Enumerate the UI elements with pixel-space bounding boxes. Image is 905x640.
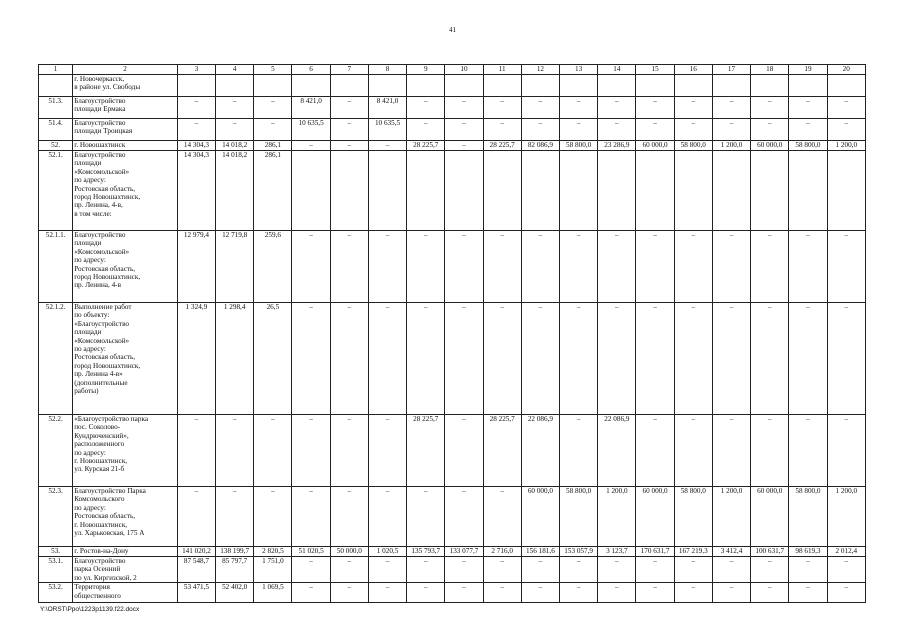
- table-cell: 259,6: [254, 231, 292, 303]
- table-cell: –: [254, 487, 292, 547]
- table-row: [39, 547, 866, 557]
- table-cell: 98 619,3: [789, 547, 827, 557]
- table-cell: 1 298,4: [216, 303, 254, 415]
- table-cell: –: [789, 231, 827, 303]
- row-name: Выполнение работ по объекту: «Благоустройство площади «Комсомольской» по адресу: Ростовская область, город Новошахтинск, пр. Ленина 4-в» (дополнительные работы): [73, 303, 178, 415]
- table-cell: [712, 151, 750, 231]
- table-cell: 1 200,0: [712, 141, 750, 151]
- table-cell: 286,1: [254, 151, 292, 231]
- column-header-4: 4: [216, 65, 254, 75]
- table-cell: 51 020,5: [292, 547, 330, 557]
- column-header-13: 13: [560, 65, 598, 75]
- table-cell: 52 402,0: [216, 583, 254, 603]
- table-cell: 2 820,5: [254, 547, 292, 557]
- table-cell: 60 000,0: [521, 487, 559, 547]
- row-number: 52.: [39, 141, 73, 151]
- table-cell: –: [445, 557, 483, 583]
- table-cell: 50 000,0: [330, 547, 368, 557]
- table-cell: –: [292, 141, 330, 151]
- table-cell: –: [445, 415, 483, 487]
- table-cell: –: [445, 487, 483, 547]
- column-header-12: 12: [521, 65, 559, 75]
- table-cell: –: [445, 119, 483, 141]
- table-cell: [674, 75, 712, 97]
- table-cell: –: [407, 119, 445, 141]
- table-row: [39, 141, 866, 151]
- table-cell: –: [521, 119, 559, 141]
- table-cell: –: [368, 231, 406, 303]
- table-cell: –: [407, 583, 445, 603]
- table-cell: 58 800,0: [560, 487, 598, 547]
- table-cell: –: [712, 97, 750, 119]
- table-cell: 60 000,0: [636, 487, 674, 547]
- row-number: 52.1.2.: [39, 303, 73, 415]
- table-cell: –: [292, 415, 330, 487]
- column-header-7: 7: [330, 65, 368, 75]
- table-cell: 2 012,4: [827, 547, 865, 557]
- table-cell: 58 800,0: [674, 141, 712, 151]
- table-cell: –: [330, 583, 368, 603]
- table-cell: –: [674, 231, 712, 303]
- table-cell: –: [751, 231, 789, 303]
- table-cell: –: [827, 583, 865, 603]
- row-number: 52.1.1.: [39, 231, 73, 303]
- table-cell: –: [483, 303, 521, 415]
- row-number: 52.2.: [39, 415, 73, 487]
- table-cell: –: [407, 231, 445, 303]
- table-cell: 10 635,5: [368, 119, 406, 141]
- table-cell: 60 000,0: [751, 487, 789, 547]
- table-cell: –: [445, 141, 483, 151]
- table-cell: –: [407, 487, 445, 547]
- table-cell: [330, 75, 368, 97]
- table-cell: –: [712, 415, 750, 487]
- table-cell: [483, 75, 521, 97]
- table-cell: [521, 75, 559, 97]
- table-cell: –: [751, 557, 789, 583]
- table-cell: [292, 151, 330, 231]
- table-row: [39, 415, 866, 487]
- table-cell: –: [789, 583, 827, 603]
- table-cell: 1 069,5: [254, 583, 292, 603]
- table-cell: [407, 151, 445, 231]
- table-cell: –: [368, 487, 406, 547]
- table-cell: 14 018,2: [216, 141, 254, 151]
- table-cell: –: [598, 303, 636, 415]
- table-cell: –: [407, 557, 445, 583]
- row-number: 51.4.: [39, 119, 73, 141]
- table-cell: –: [368, 557, 406, 583]
- table-cell: 23 286,9: [598, 141, 636, 151]
- table-cell: 82 086,9: [521, 141, 559, 151]
- row-number: 51.3.: [39, 97, 73, 119]
- table-cell: 14 304,3: [177, 141, 215, 151]
- table-cell: –: [827, 415, 865, 487]
- table-cell: 28 225,7: [483, 141, 521, 151]
- table-cell: [483, 151, 521, 231]
- table-cell: 1 020,5: [368, 547, 406, 557]
- table-cell: –: [674, 119, 712, 141]
- table-cell: –: [751, 97, 789, 119]
- table-cell: [292, 75, 330, 97]
- table-cell: –: [598, 583, 636, 603]
- table-cell: 138 199,7: [216, 547, 254, 557]
- table-cell: –: [560, 119, 598, 141]
- table-cell: 167 219,3: [674, 547, 712, 557]
- table-cell: [827, 75, 865, 97]
- table-cell: –: [674, 415, 712, 487]
- row-name: Благоустройство площади Троицкая: [73, 119, 178, 141]
- table-row: [39, 75, 866, 97]
- table-cell: –: [827, 303, 865, 415]
- column-header-9: 9: [407, 65, 445, 75]
- table-cell: –: [598, 119, 636, 141]
- table-row: [39, 583, 866, 603]
- table-cell: –: [483, 119, 521, 141]
- table-cell: –: [216, 415, 254, 487]
- table-row: [39, 151, 866, 231]
- table-cell: –: [177, 415, 215, 487]
- table-cell: –: [751, 119, 789, 141]
- table-cell: 153 057,9: [560, 547, 598, 557]
- table-cell: [751, 151, 789, 231]
- table-cell: [177, 75, 215, 97]
- budget-table: [38, 64, 866, 603]
- file-path-footer: Y:\ORST\Ppo\1223p1139.f22.docx: [40, 606, 140, 613]
- table-cell: –: [598, 557, 636, 583]
- table-cell: 1 200,0: [827, 141, 865, 151]
- row-number: 52.1.: [39, 151, 73, 231]
- table-cell: –: [560, 557, 598, 583]
- table-cell: –: [177, 97, 215, 119]
- table-cell: –: [636, 557, 674, 583]
- table-cell: –: [789, 415, 827, 487]
- table-cell: 1 200,0: [598, 487, 636, 547]
- table-cell: –: [407, 97, 445, 119]
- table-cell: 133 077,7: [445, 547, 483, 557]
- table-cell: –: [483, 487, 521, 547]
- column-header-17: 17: [712, 65, 750, 75]
- table-cell: 286,1: [254, 141, 292, 151]
- table-cell: 135 793,7: [407, 547, 445, 557]
- table-cell: 28 225,7: [407, 415, 445, 487]
- table-cell: –: [751, 583, 789, 603]
- table-cell: 26,5: [254, 303, 292, 415]
- table-cell: –: [560, 97, 598, 119]
- table-cell: [560, 75, 598, 97]
- table-cell: –: [521, 231, 559, 303]
- table-cell: –: [560, 583, 598, 603]
- table-cell: 85 797,7: [216, 557, 254, 583]
- row-name: Территория общественного: [73, 583, 178, 603]
- row-name: г. Новочеркасск, в районе ул. Свободы: [73, 75, 178, 97]
- table-cell: –: [751, 415, 789, 487]
- table-cell: 8 421,0: [292, 97, 330, 119]
- row-name: Благоустройство Парка Комсомольского по адресу: Ростовская область, г. Новошахтинск, ул. Харьковская, 175 А: [73, 487, 178, 547]
- row-number: 53.2.: [39, 583, 73, 603]
- table-cell: –: [674, 303, 712, 415]
- table-cell: 8 421,0: [368, 97, 406, 119]
- table-cell: 14 304,3: [177, 151, 215, 231]
- table-cell: 156 181,6: [521, 547, 559, 557]
- table-cell: –: [636, 583, 674, 603]
- row-name: Благоустройство площади Ермака: [73, 97, 178, 119]
- table-cell: –: [560, 303, 598, 415]
- table-cell: [674, 151, 712, 231]
- column-header-20: 20: [827, 65, 865, 75]
- table-cell: 1 200,0: [827, 487, 865, 547]
- table-cell: –: [254, 415, 292, 487]
- table-cell: –: [789, 557, 827, 583]
- row-name: Благоустройство площади «Комсомольской» по адресу: Ростовская область, город Новошахтинск, пр. Ленина, 4-в, в том числе:: [73, 151, 178, 231]
- table-cell: –: [216, 487, 254, 547]
- table-cell: –: [445, 231, 483, 303]
- column-header-8: 8: [368, 65, 406, 75]
- table-cell: 60 000,0: [751, 141, 789, 151]
- column-header-16: 16: [674, 65, 712, 75]
- table-cell: –: [751, 303, 789, 415]
- table-cell: [636, 151, 674, 231]
- table-cell: 12 719,8: [216, 231, 254, 303]
- table-cell: –: [674, 97, 712, 119]
- table-cell: –: [330, 557, 368, 583]
- table-cell: –: [330, 487, 368, 547]
- table-cell: –: [712, 119, 750, 141]
- table-cell: 28 225,7: [483, 415, 521, 487]
- table-cell: –: [254, 97, 292, 119]
- table-cell: [827, 151, 865, 231]
- row-name: Благоустройство площади «Комсомольской» по адресу: Ростовская область, город Новошахтинск, пр. Ленина, 4-в: [73, 231, 178, 303]
- table-cell: 10 635,5: [292, 119, 330, 141]
- table-cell: [598, 75, 636, 97]
- table-cell: [407, 75, 445, 97]
- table-cell: –: [712, 583, 750, 603]
- table-cell: –: [636, 231, 674, 303]
- table-cell: –: [216, 97, 254, 119]
- table-cell: 58 800,0: [674, 487, 712, 547]
- table-cell: 100 631,7: [751, 547, 789, 557]
- table-cell: [789, 75, 827, 97]
- table-cell: –: [177, 487, 215, 547]
- table-cell: [216, 75, 254, 97]
- table-cell: [789, 151, 827, 231]
- table-cell: 3 412,4: [712, 547, 750, 557]
- table-cell: –: [330, 97, 368, 119]
- table-cell: 58 800,0: [560, 141, 598, 151]
- table-cell: –: [598, 231, 636, 303]
- table-cell: –: [330, 141, 368, 151]
- table-cell: [445, 151, 483, 231]
- table-cell: –: [292, 487, 330, 547]
- column-header-5: 5: [254, 65, 292, 75]
- table-cell: –: [483, 97, 521, 119]
- table-cell: –: [368, 415, 406, 487]
- table-cell: –: [598, 97, 636, 119]
- table-cell: 141 020,2: [177, 547, 215, 557]
- table-cell: –: [712, 557, 750, 583]
- table-cell: –: [330, 303, 368, 415]
- table-cell: –: [636, 303, 674, 415]
- table-row: [39, 119, 866, 141]
- row-number: 53.: [39, 547, 73, 557]
- table-cell: –: [445, 303, 483, 415]
- table-cell: –: [330, 119, 368, 141]
- row-number: 52.3.: [39, 487, 73, 547]
- row-number: [39, 75, 73, 97]
- column-header-6: 6: [292, 65, 330, 75]
- column-header-11: 11: [483, 65, 521, 75]
- table-cell: –: [445, 97, 483, 119]
- table-cell: –: [368, 583, 406, 603]
- table-cell: –: [483, 557, 521, 583]
- table-cell: 14 018,2: [216, 151, 254, 231]
- table-cell: [368, 151, 406, 231]
- table-cell: [445, 75, 483, 97]
- table-cell: –: [216, 119, 254, 141]
- column-header-14: 14: [598, 65, 636, 75]
- table-cell: 3 123,7: [598, 547, 636, 557]
- column-header-2: 2: [73, 65, 178, 75]
- table-cell: –: [254, 119, 292, 141]
- table-cell: [330, 151, 368, 231]
- table-cell: –: [368, 303, 406, 415]
- table-row: [39, 97, 866, 119]
- table-cell: 1 324,9: [177, 303, 215, 415]
- table-cell: –: [483, 583, 521, 603]
- table-cell: –: [560, 415, 598, 487]
- table-cell: 1 751,0: [254, 557, 292, 583]
- table-cell: 2 716,0: [483, 547, 521, 557]
- table-cell: –: [560, 231, 598, 303]
- table-cell: –: [292, 557, 330, 583]
- table-cell: 87 548,7: [177, 557, 215, 583]
- table-cell: [598, 151, 636, 231]
- table-cell: [636, 75, 674, 97]
- column-number-row: [39, 65, 866, 75]
- column-header-19: 19: [789, 65, 827, 75]
- column-header-10: 10: [445, 65, 483, 75]
- table-cell: [751, 75, 789, 97]
- row-name: г. Ростов-на-Дону: [73, 547, 178, 557]
- table-cell: –: [712, 231, 750, 303]
- table-cell: [521, 151, 559, 231]
- table-cell: –: [292, 303, 330, 415]
- table-cell: –: [674, 557, 712, 583]
- table-cell: 12 979,4: [177, 231, 215, 303]
- table-cell: 170 631,7: [636, 547, 674, 557]
- table-cell: 58 800,0: [789, 487, 827, 547]
- table-cell: 60 000,0: [636, 141, 674, 151]
- table-cell: –: [521, 97, 559, 119]
- row-number: 53.1.: [39, 557, 73, 583]
- table-cell: 53 471,5: [177, 583, 215, 603]
- table-cell: 1 200,0: [712, 487, 750, 547]
- table-cell: 28 225,7: [407, 141, 445, 151]
- table-cell: –: [636, 119, 674, 141]
- table-cell: –: [827, 557, 865, 583]
- row-name: г. Новошахтинск: [73, 141, 178, 151]
- table-cell: –: [789, 303, 827, 415]
- table-cell: 22 086,9: [521, 415, 559, 487]
- table-cell: –: [445, 583, 483, 603]
- table-row: [39, 557, 866, 583]
- column-header-3: 3: [177, 65, 215, 75]
- table-cell: –: [674, 583, 712, 603]
- table-cell: –: [330, 415, 368, 487]
- table-cell: –: [827, 119, 865, 141]
- table-row: [39, 231, 866, 303]
- table-cell: [368, 75, 406, 97]
- table-cell: –: [407, 303, 445, 415]
- column-header-18: 18: [751, 65, 789, 75]
- row-name: Благоустройство парка Осенний по ул. Киргизской, 2: [73, 557, 178, 583]
- table-cell: –: [292, 231, 330, 303]
- column-header-1: 1: [39, 65, 73, 75]
- table-cell: –: [368, 141, 406, 151]
- table-cell: –: [827, 231, 865, 303]
- table-cell: –: [483, 231, 521, 303]
- table-row: [39, 303, 866, 415]
- column-header-15: 15: [636, 65, 674, 75]
- table-cell: –: [521, 583, 559, 603]
- table-cell: –: [177, 119, 215, 141]
- table-cell: 22 086,9: [598, 415, 636, 487]
- table-cell: –: [521, 303, 559, 415]
- row-name: «Благоустройство парка пос. Соколово- Кундрюченский», расположенного по адресу: г. Новошахтинск, ул. Курская 21-б: [73, 415, 178, 487]
- table-cell: –: [521, 557, 559, 583]
- table-cell: –: [789, 119, 827, 141]
- table-cell: [712, 75, 750, 97]
- table-cell: –: [712, 303, 750, 415]
- table-cell: [254, 75, 292, 97]
- table-cell: –: [292, 583, 330, 603]
- table-cell: –: [827, 97, 865, 119]
- page-number: 41: [449, 26, 456, 34]
- table-cell: –: [789, 97, 827, 119]
- table-cell: –: [636, 97, 674, 119]
- table-cell: –: [330, 231, 368, 303]
- table-cell: 58 800,0: [789, 141, 827, 151]
- table-cell: –: [636, 415, 674, 487]
- table-cell: [560, 151, 598, 231]
- table-row: [39, 487, 866, 547]
